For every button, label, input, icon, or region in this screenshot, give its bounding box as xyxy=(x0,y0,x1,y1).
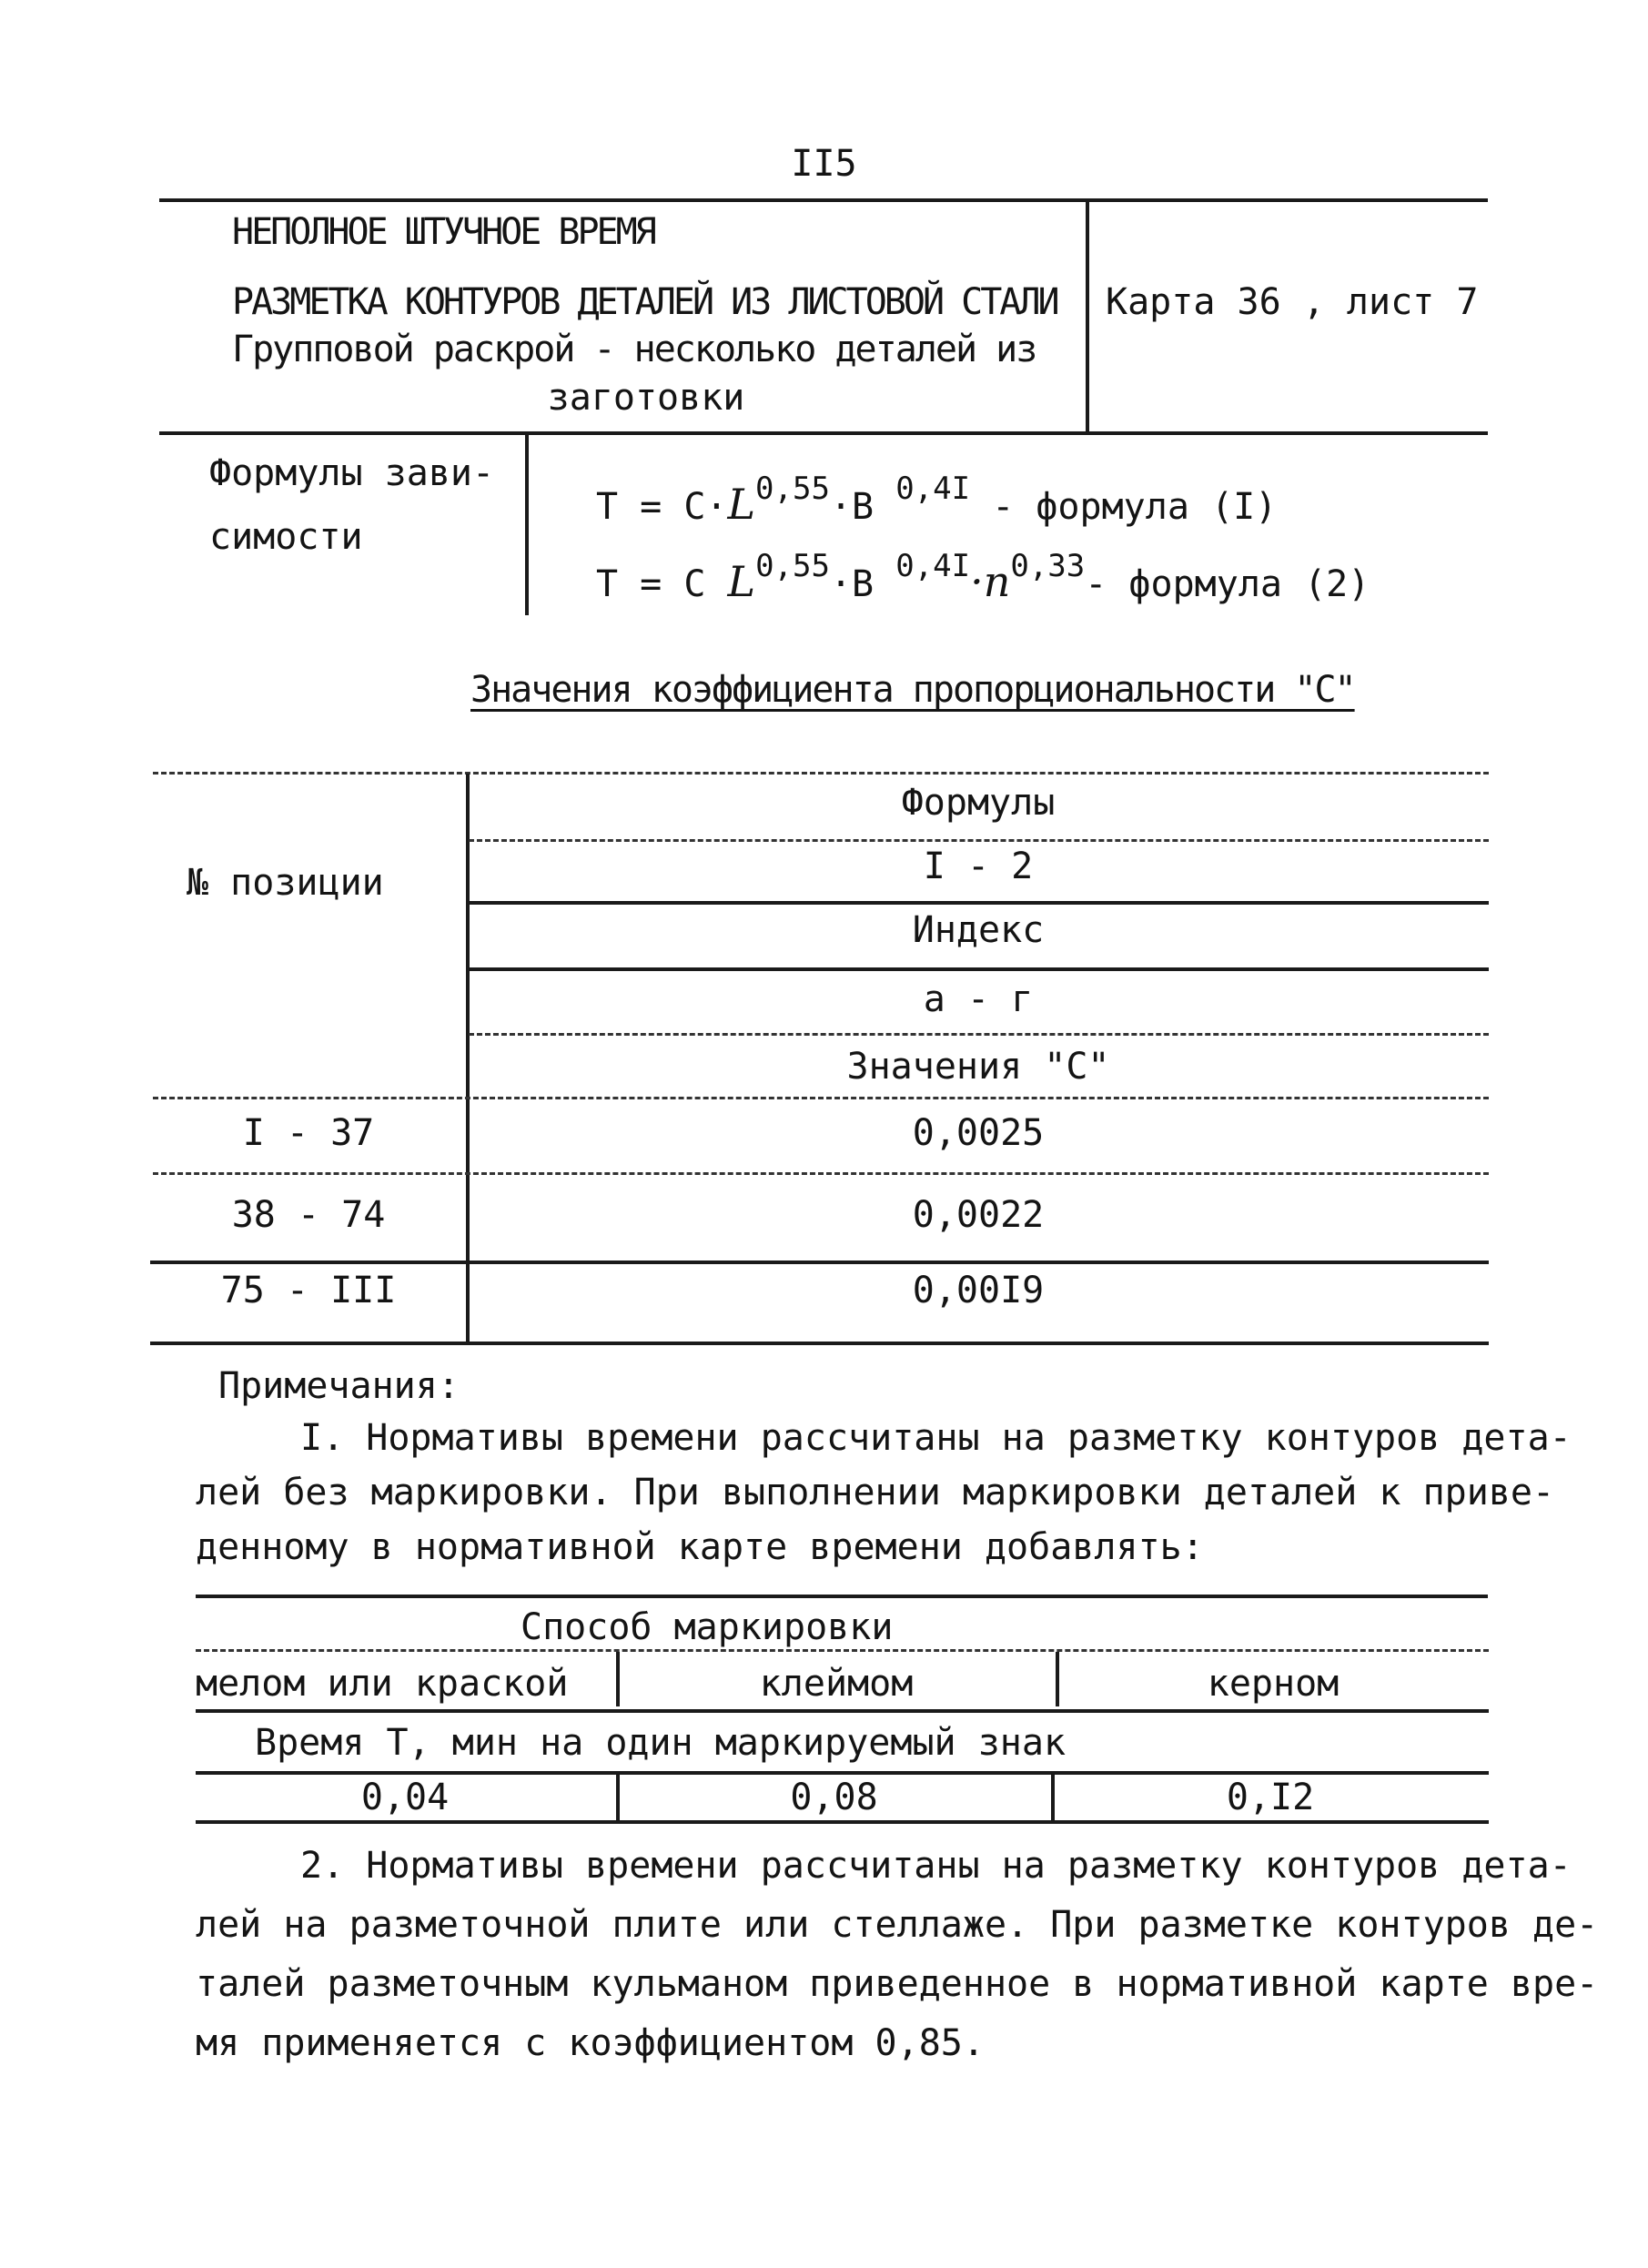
row-1-position: I - 37 xyxy=(242,1112,375,1154)
formula-2 xyxy=(596,548,1370,606)
time-chalk: 0,04 xyxy=(360,1777,450,1818)
notes-title: Примечания: xyxy=(218,1365,460,1407)
formula-2-exp-n: 0,33 xyxy=(1010,548,1086,584)
note-1-line-1: I. Нормативы времени рассчитаны на разметку контуров дета- xyxy=(300,1417,1572,1459)
marking-bottom-rule xyxy=(196,1820,1489,1824)
rule-row-1 xyxy=(153,1172,1489,1175)
header-subtitle: Групповой раскрой - несколько деталей из xyxy=(232,329,1036,370)
note-2-line-2: лей на разметочной плите или стеллаже. При разметке контуров де- xyxy=(196,1904,1599,1946)
time-stamp: 0,08 xyxy=(790,1777,878,1818)
note-1-line-3: денному в нормативной карте времени добавлять: xyxy=(196,1526,1204,1568)
rule-row-2 xyxy=(150,1261,1489,1264)
rule-index-range xyxy=(469,1033,1489,1036)
row-3-position: 75 - III xyxy=(220,1270,397,1311)
formulas-label-2: симости xyxy=(209,516,363,558)
coef-table-title: Значения коэффициента пропорциональности "C" xyxy=(470,669,1355,711)
marking-method-header: Способ маркировки xyxy=(521,1606,894,1648)
header-subject: РАЗМЕТКА КОНТУРОВ ДЕТАЛЕЙ ИЗ ЛИСТОВОЙ СТАЛИ xyxy=(232,281,1057,323)
header-top-rule xyxy=(159,198,1488,202)
time-punch: 0,I2 xyxy=(1226,1777,1315,1818)
formula-2-b: ·B xyxy=(829,563,875,605)
rule-formulas-range xyxy=(469,901,1489,905)
formula-2-suffix: - формула (2) xyxy=(1085,563,1370,605)
header-bottom-rule xyxy=(159,431,1488,435)
time-label: Время T, мин на один маркируемый знак xyxy=(255,1722,1067,1764)
rule-formulas xyxy=(469,839,1489,842)
note-1-line-2: лей без маркировки. При выполнении маркировки деталей к приве- xyxy=(196,1472,1555,1514)
marking-top-rule xyxy=(196,1595,1488,1598)
method-chalk: мелом или краской xyxy=(196,1663,569,1705)
header-title: НЕПОЛНОЕ ШТУЧНОЕ ВРЕМЯ xyxy=(232,211,654,253)
values-header: Значения "C" xyxy=(846,1046,1110,1088)
row-2-position: 38 - 74 xyxy=(231,1194,386,1236)
formulas-range: I - 2 xyxy=(923,845,1034,887)
header-divider xyxy=(1086,198,1089,431)
note-2-line-3: талей разметочным кульманом приведенное в нормативной карте вре- xyxy=(196,1963,1599,2005)
formula-1-lhs: T = C· xyxy=(596,486,728,528)
header-subtitle-cont: заготовки xyxy=(547,377,745,419)
card-reference: Карта 36 , лист 7 xyxy=(1106,281,1479,323)
formula-2-exp-l: 0,55 xyxy=(755,548,830,584)
rule-index xyxy=(469,967,1489,971)
index-range: а - г xyxy=(923,978,1034,1020)
formula-1 xyxy=(596,471,1278,529)
formula-2-lhs: T = C xyxy=(596,563,706,605)
formula-2-exp-b: 0,4I xyxy=(895,548,971,584)
note-2-line-1: 2. Нормативы времени рассчитаны на разметку контуров дета- xyxy=(300,1845,1572,1887)
formula-1-b: ·B xyxy=(829,486,875,528)
formula-1-exp-l: 0,55 xyxy=(755,471,830,507)
formula-2-l: L xyxy=(727,557,756,606)
index-header: Индекс xyxy=(912,909,1045,951)
position-header: № позиции xyxy=(187,862,384,904)
rule-values-header xyxy=(153,1097,1489,1099)
row-3-value: 0,00I9 xyxy=(912,1270,1045,1311)
row-2-value: 0,0022 xyxy=(912,1194,1045,1236)
marking-rule-header xyxy=(196,1649,1489,1652)
formulas-header: Формулы xyxy=(901,782,1056,824)
formula-1-suffix: - формула (I) xyxy=(992,486,1278,528)
formula-2-n: ·n xyxy=(970,557,1011,606)
row-1-value: 0,0025 xyxy=(912,1112,1045,1154)
formula-1-l: L xyxy=(727,480,756,529)
method-stamp: клеймом xyxy=(759,1663,914,1705)
marking-rule-time xyxy=(196,1771,1489,1775)
formula-1-exp-b: 0,4I xyxy=(895,471,971,507)
marking-rule-methods xyxy=(196,1709,1489,1713)
formulas-label-1: Формулы зави- xyxy=(209,452,495,494)
note-2-line-4: мя применяется с коэффициентом 0,85. xyxy=(196,2022,985,2064)
coef-bottom-rule xyxy=(150,1342,1489,1345)
formulas-divider xyxy=(525,433,529,615)
coef-top-rule xyxy=(153,772,1489,775)
page-number: II5 xyxy=(791,143,857,185)
method-punch: керном xyxy=(1207,1663,1340,1705)
